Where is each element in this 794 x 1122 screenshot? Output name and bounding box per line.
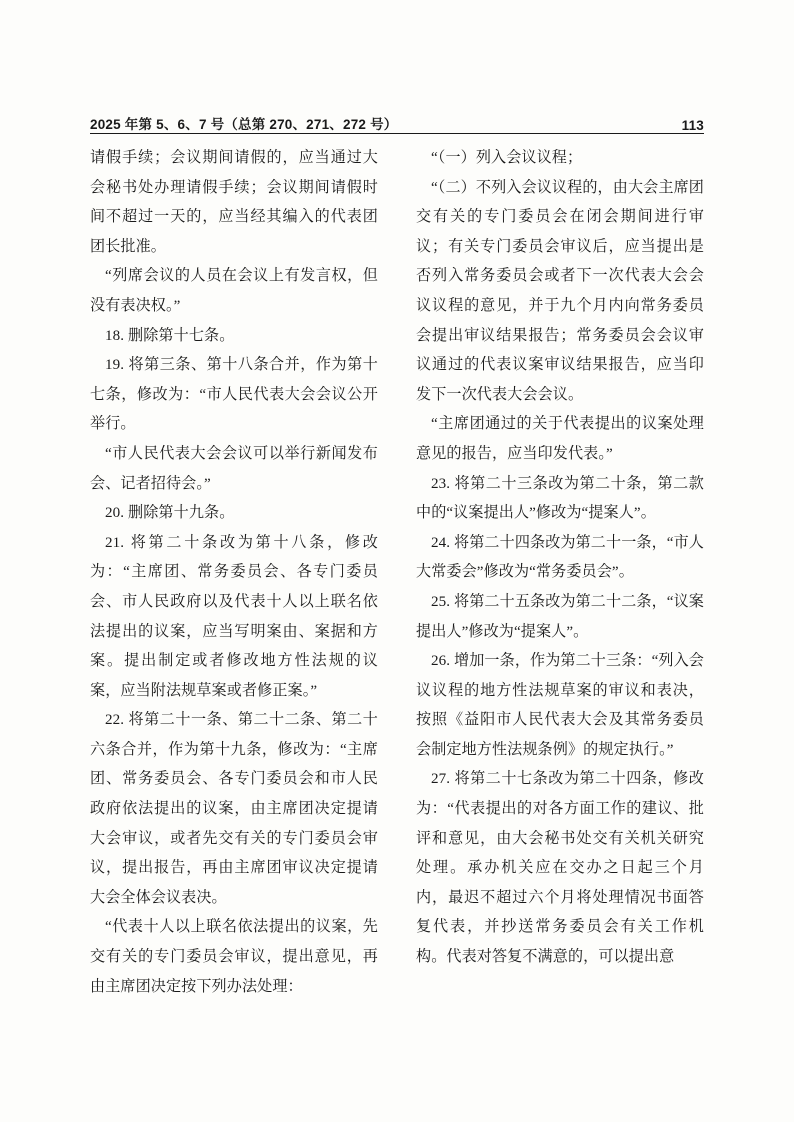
paragraph: 24. 将第二十四条改为第二十一条，“市人大常委会”修改为“常务委员会”。 bbox=[416, 534, 704, 581]
paragraph: 23. 将第二十三条改为第二十条，第二款中的“议案提出人”修改为“提案人”。 bbox=[416, 475, 704, 522]
paragraph: “（二）不列入会议议程的，由大会主席团交有关的专门委员会在闭会期间进行审议；有关专门委员会审议后，应当提出是否列入常务委员会或者下一次代表大会会议议程的意见，并于九个月内向常务委员会提出审议结果报告；常务委员会会议审议通过的代表议案审议结果报告，应当印发下一次代表大会会议。 bbox=[416, 179, 704, 403]
paragraph: “主席团通过的关于代表提出的议案处理意见的报告，应当印发代表。” bbox=[416, 416, 704, 462]
paragraph: 22. 将第二十一条、第二十二条、第二十六条合并，作为第十九条，修改为：“主席团、常务委员会、各专门委员会和市人民政府依法提出的议案，由主席团决定提请大会审议，或者先交有关的专门委员会审议，提出报告，再由主席团审议决定提请大会全体会议表决。 bbox=[90, 712, 378, 906]
paragraph: 25. 将第二十五条改为第二十二条，“议案提出人”修改为“提案人”。 bbox=[416, 593, 704, 640]
issue-line: 2025 年第 5、6、7 号（总第 270、271、272 号） bbox=[90, 117, 398, 132]
page-number: 113 bbox=[681, 118, 704, 133]
right-column bbox=[416, 144, 704, 1002]
paragraph: 26. 增加一条，作为第二十三条：“列入会议议程的地方性法规草案的审议和表决，按照《益阳市人民代表大会及其常务委员会制定地方性法规条例》的规定执行。” bbox=[416, 653, 704, 758]
page-header bbox=[90, 113, 704, 133]
paragraph: 20. 删除第十九条。 bbox=[105, 505, 235, 522]
paragraph: “市人民代表大会会议可以举行新闻发布会、记者招待会。” bbox=[90, 445, 378, 492]
paragraph: 27. 将第二十七条改为第二十四条，修改为：“代表提出的对各方面工作的建议、批评和意见，由大会秘书处交有关机关研究处理。承办机关应在交办之日起三个月内，最迟不超过六个月将处理情况书面答复代表，并抄送常务委员会有关工作机构。代表对答复不满意的，可以提出意 bbox=[416, 771, 704, 966]
header-divider bbox=[90, 133, 704, 134]
paragraph: “（一）列入会议议程； bbox=[431, 150, 583, 166]
two-column-body bbox=[90, 144, 704, 1002]
paragraph: 18. 删除第十七条。 bbox=[105, 327, 235, 344]
paragraph: 请假手续；会议期间请假的，应当通过大会秘书处办理请假手续；会议期间请假时间不超过一天的，应当经其编入的代表团团长批准。 bbox=[90, 150, 378, 255]
left-column bbox=[90, 144, 378, 1002]
paragraph: “列席会议的人员在会议上有发言权，但没有表决权。” bbox=[90, 268, 378, 314]
paragraph: “代表十人以上联名依法提出的议案，先交有关的专门委员会审议，提出意见，再由主席团决定按下列办法处理： bbox=[90, 919, 378, 995]
paragraph: 19. 将第三条、第十八条合并，作为第十七条，修改为：“市人民代表大会会议公开举行。 bbox=[90, 357, 378, 433]
paragraph: 21. 将第二十条改为第十八条，修改为：“主席团、常务委员会、各专门委员会、市人民政府以及代表十人以上联名依法提出的议案，应当写明案由、案据和方案。提出制定或者修改地方性法规的议案，应当附法规草案或者修正案。” bbox=[90, 534, 378, 699]
